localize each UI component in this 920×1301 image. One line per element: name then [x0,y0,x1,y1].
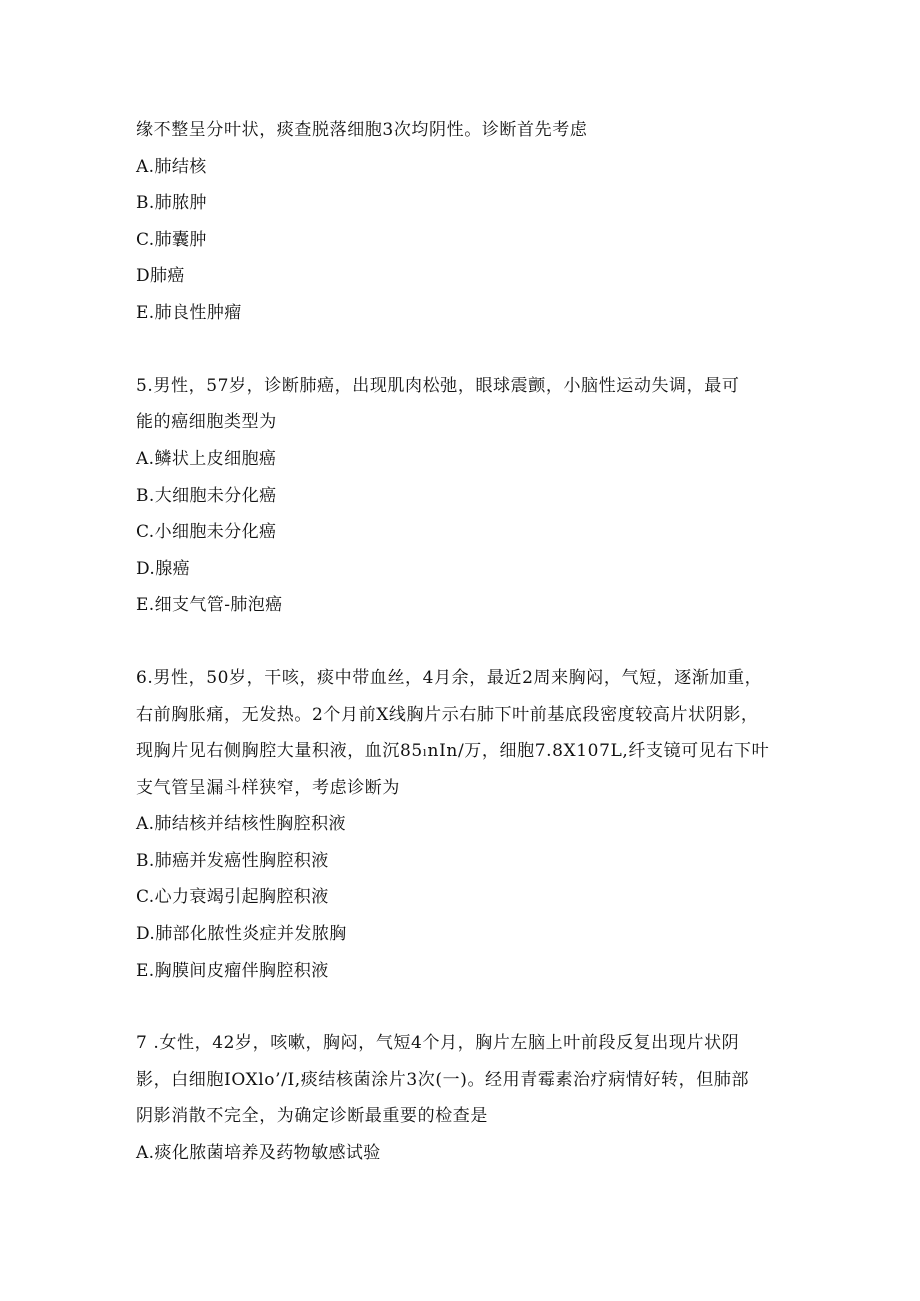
q7-stem-line-1: 7 .女性，42岁，咳嗽，胸闷，气短4个月，胸片左脑上叶前段反复出现片状阴 [136,1033,740,1053]
q6-option-c: C.心力衰竭引起胸腔积液 [136,887,329,907]
q4-option-e: E.肺良性肿瘤 [136,303,242,323]
q5-option-c: C.小细胞未分化癌 [136,522,277,542]
q5-option-d: D.腺癌 [136,559,191,579]
q6-option-a: A.肺结核并结核性胸腔积液 [136,814,346,834]
q6-stem-line-2: 右前胸胀痛，无发热。2个月前X线胸片示右肺下叶前基底段密度较高片状阴影， [136,705,759,725]
q6-stem-line-1: 6.男性，50岁，干咳，痰中带血丝，4月余，最近2周来胸闷，气短，逐渐加重， [136,668,763,688]
q4-option-c: C.肺囊肿 [136,230,207,250]
q6-stem-line-3: 现胸片见右侧胸腔大量积液，血沉85ₗnIn/万，细胞7.8X107L,纤支镜可见右下叶 [136,741,770,761]
q4-option-b: B.肺脓肿 [136,193,207,213]
q4-option-a: A.肺结核 [136,157,207,177]
q6-stem-line-4: 支气管呈漏斗样狭窄，考虑诊断为 [136,778,400,798]
q5-option-a: A.鳞状上皮细胞癌 [136,449,277,469]
q7-stem-line-2: 影，白细胞IOXlo’/I,痰结核菌涂片3次(一)。经用青霉素治疗病情好转，但肺部 [136,1070,750,1090]
q5-option-e: E.细支气管-肺泡癌 [136,595,283,615]
q6-option-e: E.胸膜间皮瘤伴胸腔积液 [136,961,329,981]
q6-option-d: D.肺部化脓性炎症并发脓胸 [136,924,347,944]
q7-stem-line-3: 阴影消散不完全，为确定诊断最重要的检查是 [136,1106,488,1126]
q4-option-d: D肺癌 [136,266,185,286]
q7-option-a: A.痰化脓菌培养及药物敏感试验 [136,1143,381,1163]
q5-option-b: B.大细胞未分化癌 [136,486,277,506]
q6-option-b: B.肺癌并发癌性胸腔积液 [136,851,329,871]
q5-stem-line-1: 5.男性，57岁，诊断肺癌，出现肌肉松弛，眼球震颤，小脑性运动失调，最可 [136,376,740,396]
q5-stem-line-2: 能的癌细胞类型为 [136,412,277,432]
q4-stem-line-1: 缘不整呈分叶状，痰查脱落细胞3次均阴性。诊断首先考虑 [136,120,588,140]
